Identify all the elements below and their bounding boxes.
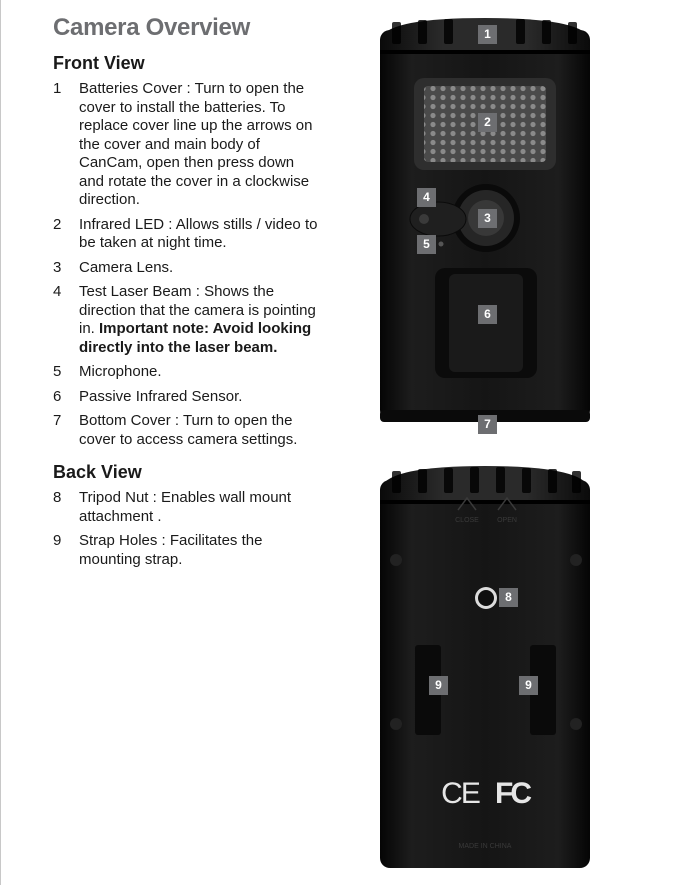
item-text: Tripod Nut : Enables wall mount attachment . <box>79 489 292 525</box>
batteries-cover <box>380 466 590 502</box>
fc-mark: FC <box>495 777 529 810</box>
item-number: 5 <box>53 363 62 380</box>
item-number: 9 <box>53 532 62 549</box>
close-marking: CLOSE <box>455 517 479 524</box>
item-description: Turn to open the cover to access camera settings. <box>79 412 298 448</box>
item-description: Shows the direction that the camera is pointing in. <box>79 283 316 337</box>
front-item-3 <box>53 259 323 278</box>
description-column <box>53 14 323 575</box>
callout-2: 2 <box>478 113 497 132</box>
ce-mark: CE <box>441 777 479 810</box>
item-number: 4 <box>53 283 62 300</box>
item-label: Strap Holes <box>79 532 158 549</box>
item-text: Infrared LED : Allows stills / video to be taken at night time. <box>79 215 318 251</box>
item-number: 2 <box>53 215 62 233</box>
callout-9-left: 9 <box>429 676 448 695</box>
microphone-hole <box>439 242 444 247</box>
item-number: 7 <box>53 412 62 429</box>
callout-7: 7 <box>478 415 497 434</box>
item-label: Infrared LED <box>79 215 165 233</box>
item-text: Bottom Cover : Turn to open the cover to access camera settings. <box>79 412 298 448</box>
item-description: Allows stills / video to be taken at night time. <box>79 215 318 251</box>
item-label: Test Laser Beam <box>79 283 192 300</box>
back-view-heading: Back View <box>53 462 142 482</box>
item-description: Facilitates the mounting strap. <box>79 532 263 568</box>
item-label: Camera Lens. <box>79 258 174 276</box>
camera-body <box>380 480 590 868</box>
laser-beam-aperture <box>419 214 429 224</box>
item-text: Batteries Cover : Turn to open the cover to install the batteries. To replace cover line up the arrows on the cover and main body of CanCam, open then press down and rotate the cover in a clockwise direction. <box>79 80 313 208</box>
callout-9-right: 9 <box>519 676 538 695</box>
page-left-rule <box>0 0 1 885</box>
front-item-5 <box>53 363 323 382</box>
back-item-8 <box>53 489 323 526</box>
callout-3: 3 <box>478 209 497 228</box>
item-number: 3 <box>53 258 62 276</box>
item-label: Tripod Nut <box>79 489 149 506</box>
item-text: Strap Holes : Facilitates the mounting strap. <box>79 532 263 568</box>
callout-8: 8 <box>499 588 518 607</box>
callout-4: 4 <box>417 188 436 207</box>
item-number: 1 <box>53 80 62 97</box>
page-title: Camera Overview <box>53 14 250 41</box>
front-item-1 <box>53 80 323 210</box>
item-label: Passive Infrared Sensor. <box>79 387 243 405</box>
callout-1: 1 <box>478 25 497 44</box>
item-number: 8 <box>53 489 62 506</box>
front-item-2 <box>53 216 323 253</box>
item-description: Enables wall mount attachment . <box>79 489 292 525</box>
front-item-6 <box>53 388 323 407</box>
important-note: Important note: Avoid looking directly into the laser beam. <box>79 320 312 356</box>
camera-back-view <box>378 462 592 870</box>
item-number: 6 <box>53 387 62 405</box>
front-view-heading: Front View <box>53 53 145 73</box>
front-item-4 <box>53 283 323 357</box>
camera-back-illustration <box>378 462 592 870</box>
item-description: Turn to open the cover to install the batteries. To replace cover line up the arrows on the cover and main body of CanCam, open then press down and rotate the cover in a clockwise direction. <box>79 80 313 208</box>
item-label: Microphone. <box>79 363 162 380</box>
item-label: Bottom Cover <box>79 412 171 429</box>
item-label: Batteries Cover <box>79 80 183 97</box>
open-marking: OPEN <box>497 517 517 524</box>
item-text: Test Laser Beam : Shows the direction that the camera is pointing in. Important note: Avoid looking directly into the laser beam. <box>79 283 316 356</box>
back-item-9 <box>53 532 323 569</box>
front-item-7 <box>53 412 323 449</box>
made-in-marking: MADE IN CHINA <box>458 843 512 850</box>
camera-front-view <box>378 12 592 431</box>
callout-5: 5 <box>417 235 436 254</box>
callout-6: 6 <box>478 305 497 324</box>
